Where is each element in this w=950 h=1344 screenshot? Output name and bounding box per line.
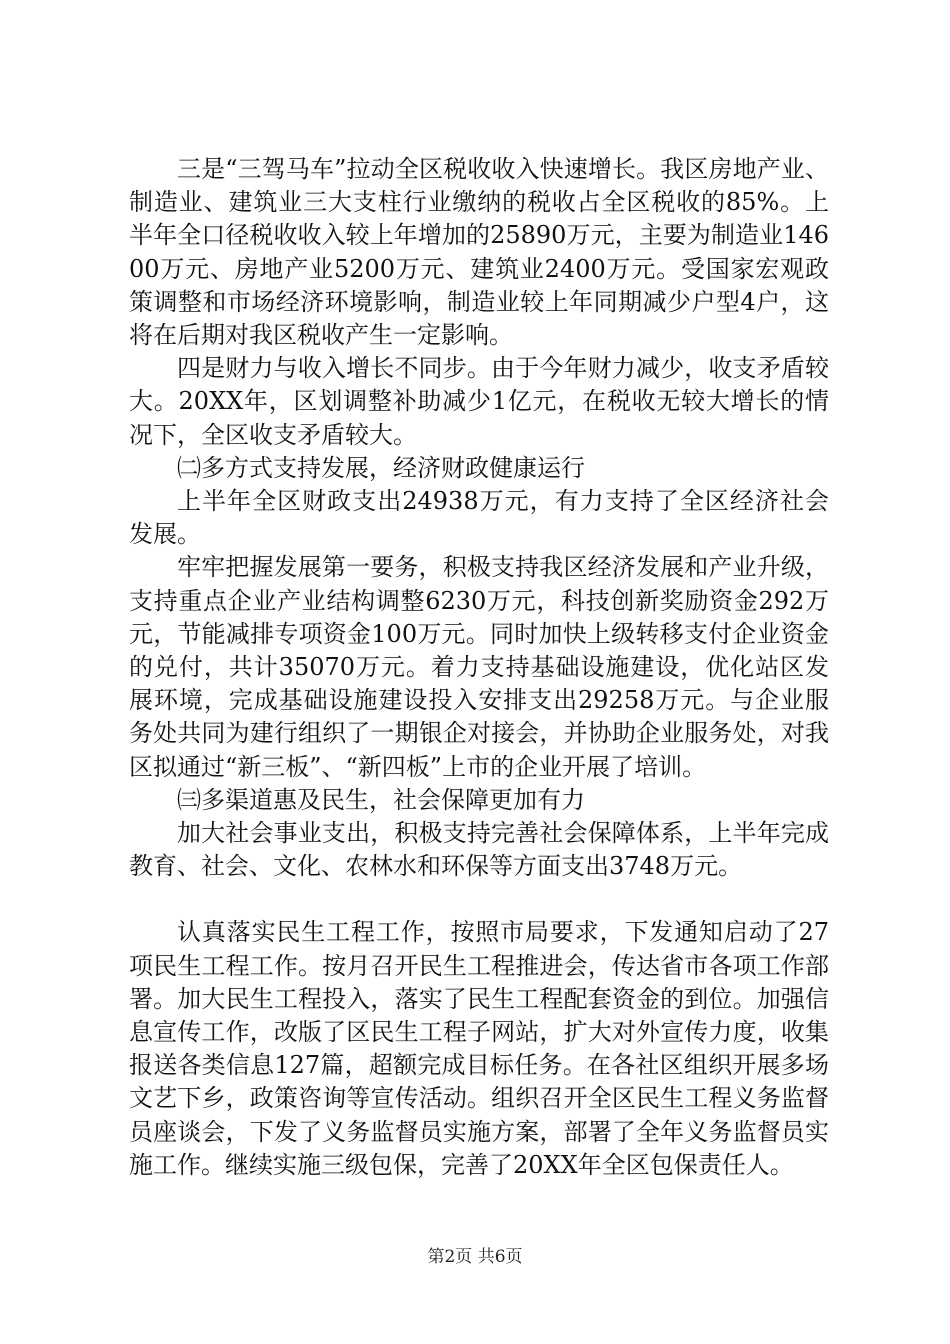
blank-line (129, 883, 829, 916)
section-heading-livelihood: ㈢多渠道惠及民生，社会保障更加有力 (177, 785, 585, 814)
paragraph-social-spending: 加大社会事业支出，积极支持完善社会保障体系，上半年完成教育、社会、文化、农林水和环保等方面支出3748万元。 (129, 819, 829, 881)
paragraph-fiscal-expenditure: 上半年全区财政支出24938万元，有力支持了全区经济社会发展。 (129, 487, 829, 549)
page-number-footer: 第2页 共6页 (427, 1247, 523, 1267)
paragraph-industrial-upgrade: 牢牢把握发展第一要务，积极支持我区经济发展和产业升级，支持重点企业产业结构调整6230万元，科技创新奖励资金292万元，节能减排专项资金100万元。同时加快上级转移支付企业资金的兑付，共计35070万元。着力支持基础设施建设，优化站区发展环境，完成基础设施建设投入安排支出29258万元。与企业服务处共同为建行组织了一期银企对接会，并协助企业服务处，对我区拟通过“新三板”、“新四板”上市的企业开展了培训。 (129, 553, 829, 781)
document-body (129, 153, 829, 1182)
paragraph-tax-growth: 三是“三驾马车”拉动全区税收收入快速增长。我区房地产业、制造业、建筑业三大支柱行业缴纳的税收占全区税收的85%。上半年全口径税收收入较上年增加的25890万元，主要为制造业14600万元、房地产业5200万元、建筑业2400万元。受国家宏观政策调整和市场经济环境影响，制造业较上年同期减少户型4户，这将在后期对我区税收产生一定影响。 (129, 155, 829, 350)
section-heading-support-development: ㈡多方式支持发展，经济财政健康运行 (177, 453, 585, 482)
paragraph-livelihood-projects: 认真落实民生工程工作，按照市局要求，下发通知启动了27项民生工程工作。按月召开民生工程推进会，传达省市各项工作部署。加大民生工程投入，落实了民生工程配套资金的到位。加强信息宣传工作，改版了区民生工程子网站，扩大对外宣传力度，收集报送各类信息127篇，超额完成目标任务。在各社区组织开展多场文艺下乡，政策咨询等宣传活动。组织召开全区民生工程义务监督员座谈会，下发了义务监督员实施方案，部署了全年义务监督员实施工作。继续实施三级包保，完善了20XX年全区包保责任人。 (129, 918, 829, 1179)
paragraph-revenue-mismatch: 四是财力与收入增长不同步。由于今年财力减少，收支矛盾较大。20XX年，区划调整补助减少1亿元，在税收无较大增长的情况下，全区收支矛盾较大。 (129, 354, 829, 449)
